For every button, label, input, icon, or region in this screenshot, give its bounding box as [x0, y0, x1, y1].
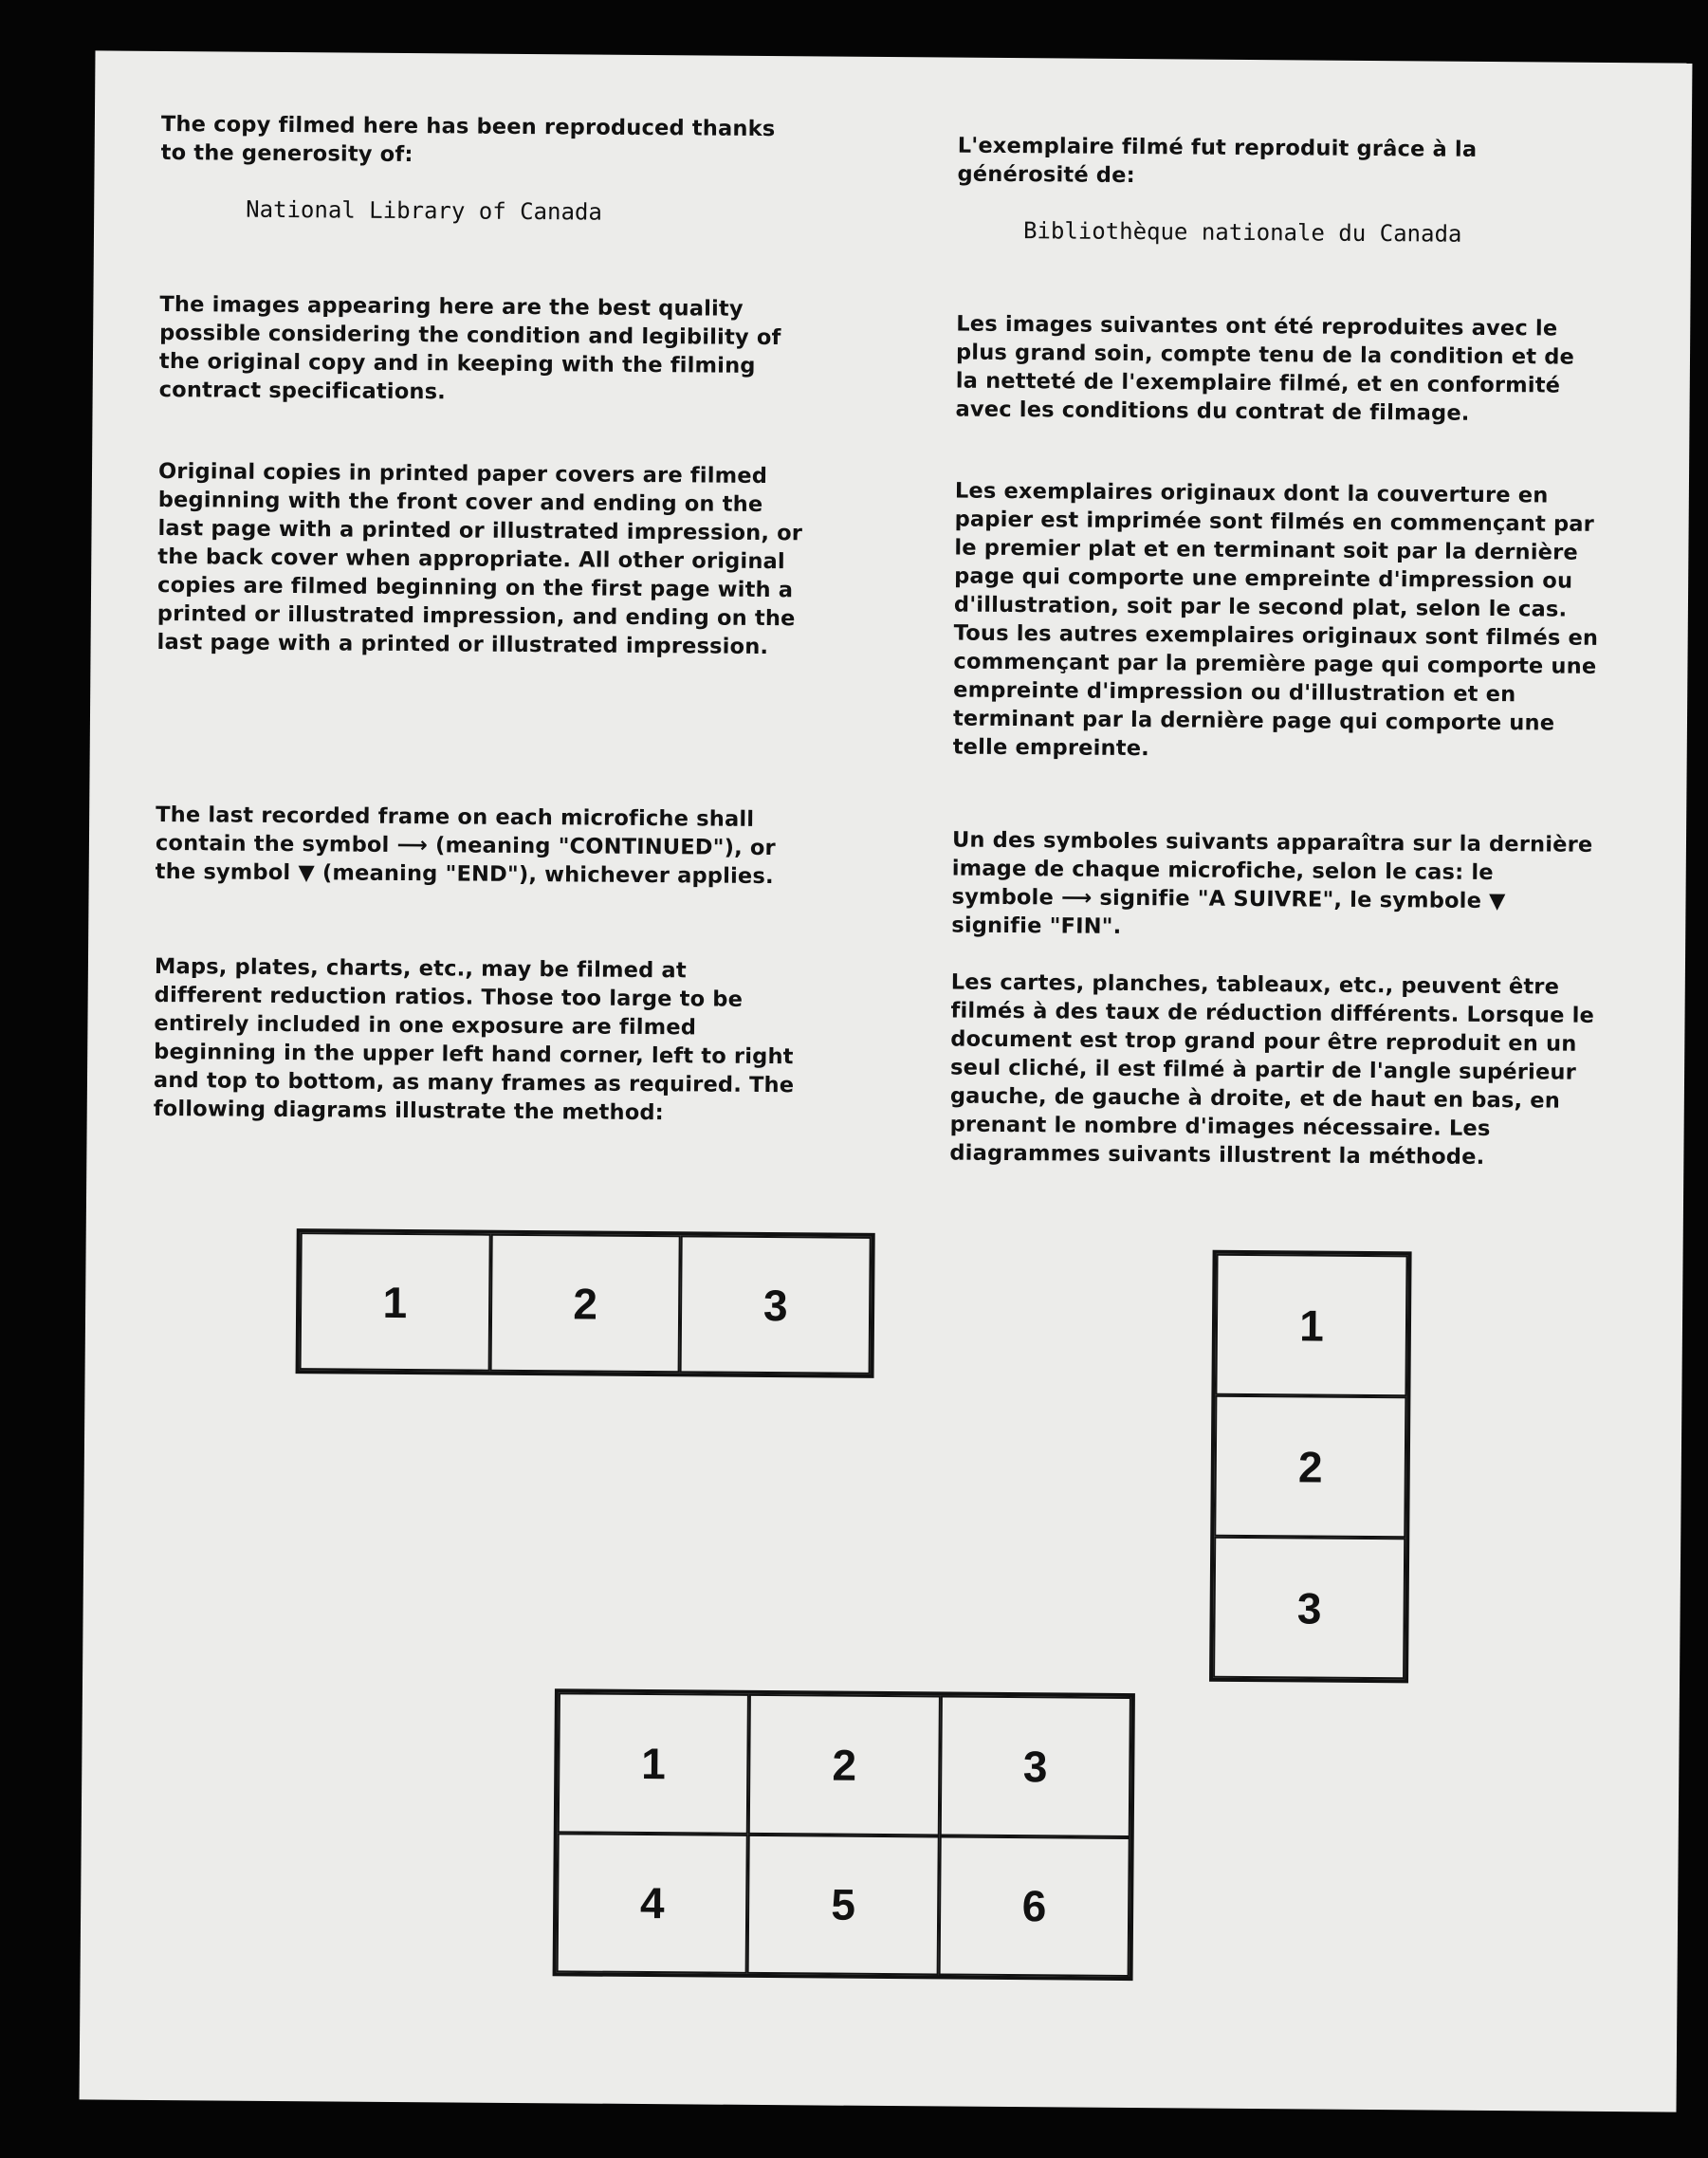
- diagram-six-frames: [553, 1688, 1135, 1981]
- maps-text-en: Maps, plates, charts, etc., may be filmed at different reduction ratios. Those too large to be entirely included in one exposure are filmed beginning in the upper left hand corner, left to right and top to bottom, as many frames as required. The following diagrams illustrate the method:: [153, 953, 795, 1126]
- covers-text-fr: Les exemplaires originaux dont la couverture en papier est imprimée sont filmés en commençant par le premier plat et en terminant soit par la dernière page qui comporte une empreinte d'impression ou d'illustration, soit par le second plat, selon le cas. Tous les autres exemplaires originaux sont filmés en commençant par la première page qui comporte une empreinte d'impression ou d'illustration et en terminant par la dernière page qui comporte une telle empreinte.: [952, 478, 1599, 762]
- document-page: [80, 50, 1693, 2112]
- frame-cell: 5: [747, 1834, 939, 1975]
- french-column: [949, 58, 1603, 1170]
- thanks-text-en: The copy filmed here has been reproduced thanks to the generosity of:: [160, 111, 776, 168]
- frame-cell: 4: [557, 1833, 748, 1974]
- library-name-en: National Library of Canada: [246, 195, 602, 226]
- maps-text-fr: Les cartes, planches, tableaux, etc., peuvent être filmés à des taux de réduction différents. Lorsque le document est trop grand pour être reproduit en un seul cliché, il est filmé à partir de l'angle supérieur gauche, de gauche à droite, et de haut en bas, en prenant le nombre d'images nécessaire. Les diagrammes suivants illustrent la méthode.: [949, 969, 1595, 1170]
- symbols-text-en: The last recorded frame on each microfiche shall contain the symbol ⟶ (meaning "CONTINUED"), or the symbol ▼ (meaning "END"), whichever applies.: [155, 802, 776, 890]
- frame-cell: 1: [1215, 1254, 1407, 1397]
- frame-cell: 3: [1213, 1537, 1405, 1680]
- library-name-fr: Bibliothèque nationale du Canada: [1022, 217, 1462, 248]
- frame-cell: 3: [680, 1235, 872, 1374]
- quality-text-en: The images appearing here are the best quality possible considering the condition and legibility of the original copy and in keeping with the filming contract specifications.: [158, 291, 781, 405]
- frame-cell: 1: [300, 1232, 491, 1372]
- covers-text-en: Original copies in printed paper covers are filmed beginning with the front cover and ending on the last page with a printed or illustrated impression, or the back cover when appropriate. All other original copies are filmed beginning on the first page with a printed or illustrated impression, and ending on the last page with a printed or illustrated impression.: [156, 458, 803, 660]
- quality-text-fr: Les images suivantes ont été reproduites avec le plus grand soin, compte tenu de la condition et de la netteté de l'exemplaire filmé, et en conformité avec les conditions du contrat de filmage.: [955, 311, 1575, 426]
- diagram-vertical: [1209, 1250, 1412, 1684]
- frame-cell: 1: [558, 1692, 749, 1834]
- frame-cell: 6: [938, 1835, 1129, 1977]
- english-column: [153, 51, 807, 1126]
- diagram-horizontal: [296, 1228, 875, 1378]
- symbols-text-fr: Un des symboles suivants apparaîtra sur la dernière image de chaque microfiche, selon le cas: le symbole ⟶ signifie "A SUIVRE", le symbole ▼ signifie "FIN".: [951, 827, 1593, 939]
- frame-cell: 2: [1214, 1395, 1406, 1539]
- frame-cell: 3: [939, 1695, 1130, 1836]
- frame-cell: 2: [489, 1234, 681, 1374]
- thanks-text-fr: L'exemplaire filmé fut reproduit grâce à la générosité de:: [957, 133, 1478, 189]
- frame-cell: 2: [748, 1694, 940, 1835]
